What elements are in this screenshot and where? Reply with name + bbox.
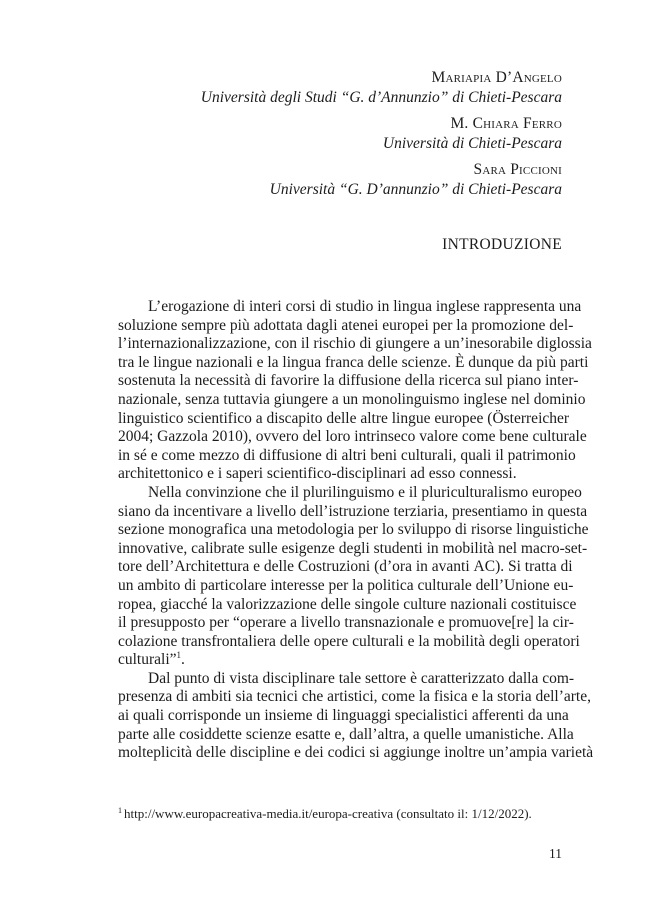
text-line: nazionale, senza tuttavia giungere a un monolinguismo inglese nel dominio (118, 390, 586, 408)
author-block-2 (383, 114, 562, 154)
text-line: ai quali corrisponde un insieme di linguaggi specialistici afferenti da una (118, 707, 569, 725)
text-fragment: culturali” (118, 651, 177, 669)
paragraph-2 (88, 483, 589, 670)
text-line: il presupposto per “operare a livello transnazionale e promuove[re] la cir- (118, 614, 574, 632)
text-line: Dal punto di vista disciplinare tale settore è caratterizzato dalla com- (148, 669, 575, 687)
text-line: 2004; Gazzola 2010), ovvero del loro intrinseco valore come bene culturale (118, 428, 587, 446)
footnote-reference[interactable]: 1 (176, 650, 182, 661)
text-line: linguistico scientifico a discapito delle altre lingue europee (Österreicher (118, 409, 570, 427)
text-line (88, 558, 573, 577)
page-number: 11 (549, 846, 562, 861)
author-affiliation: Università di Chieti-Pescara (382, 135, 562, 152)
text-line: siano da incentivare a livello dell’istruzione terziaria, presentiamo in questa (118, 502, 588, 520)
author-affiliation: Università “G. D’annunzio” di Chieti-Pescara (269, 181, 562, 198)
text-line: L’erogazione di interi corsi di studio in lingua inglese rappresenta una (148, 298, 582, 315)
text-line: colazione transfrontaliera delle opere culturali e la mobilità degli operatori (118, 632, 580, 650)
author-name: Mariapia D’Angelo (431, 69, 562, 86)
text-line: un ambito di particolare interesse per la politica culturale dell’Unione eu- (118, 576, 574, 594)
text-line: presenza di ambiti sia tecnici che artistici, come la fisica e la storia dell’arte, (118, 688, 591, 706)
footnote-marker: 1 (118, 805, 122, 815)
body-text (88, 298, 594, 763)
text-line: ropea, giacché la valorizzazione delle singole culture nazionali costituisce (118, 595, 577, 613)
text-fragment: . (181, 651, 185, 669)
footnote (118, 806, 532, 822)
text-line (88, 651, 563, 670)
section-title: INTRODUZIONE (442, 236, 562, 253)
text-line: tra le lingue nazionali e la lingua franca delle scienze. È dunque da più parti (118, 353, 589, 371)
text-line: sostenuta la necessità di favorire la diffusione della ricerca sul piano inter- (118, 372, 579, 390)
paragraph-3 (88, 669, 594, 763)
author-name: Sara Piccioni (473, 161, 562, 178)
author-name: M. Chiara Ferro (450, 115, 562, 132)
paragraph-1 (88, 298, 592, 484)
text-line: molteplicità delle discipline e dei codici si aggiunge inoltre un’ampia varietà (118, 744, 594, 762)
text-line: architettonico e i saperi scientifico-disciplinari ad esso connessi. (118, 465, 517, 483)
text-line: sezione monografica una metodologia per lo sviluppo di risorse linguistiche (118, 521, 589, 539)
author-affiliation: Università degli Studi “G. d’Annunzio” di Chieti-Pescara (200, 89, 562, 106)
text-line: soluzione sempre più adottata dagli atenei europei per la promozione del- (118, 316, 574, 334)
text-fragment: tore dell’Architettura e delle Costruzioni (d’ora in avanti (118, 558, 474, 576)
text-line: Nella convinzione che il plurilinguismo e il pluriculturalismo europeo (148, 483, 582, 501)
text-line: parte alle cosiddette scienze esatte e, dall’altra, a quelle umanistiche. Alla (118, 725, 574, 743)
text-fragment: ). Si tratta di (495, 558, 573, 576)
text-line: innovative, calibrate sulle esigenze degli studenti in mobilità nel macro-set- (118, 539, 588, 557)
text-line: in sé e come mezzo di diffusione di altri beni culturali, quali il patrimonio (118, 446, 576, 464)
abbreviation: AC (473, 558, 496, 576)
author-block-3 (270, 160, 562, 200)
text-line: l’internazionalizzazione, con il rischio di giungere a un’inesorabile diglossia (118, 335, 592, 353)
author-block-1 (201, 68, 562, 108)
footnote-link[interactable]: http://www.europacreativa-media.it/europa-creativa (consultato il: 1/12/2022). (124, 806, 532, 821)
